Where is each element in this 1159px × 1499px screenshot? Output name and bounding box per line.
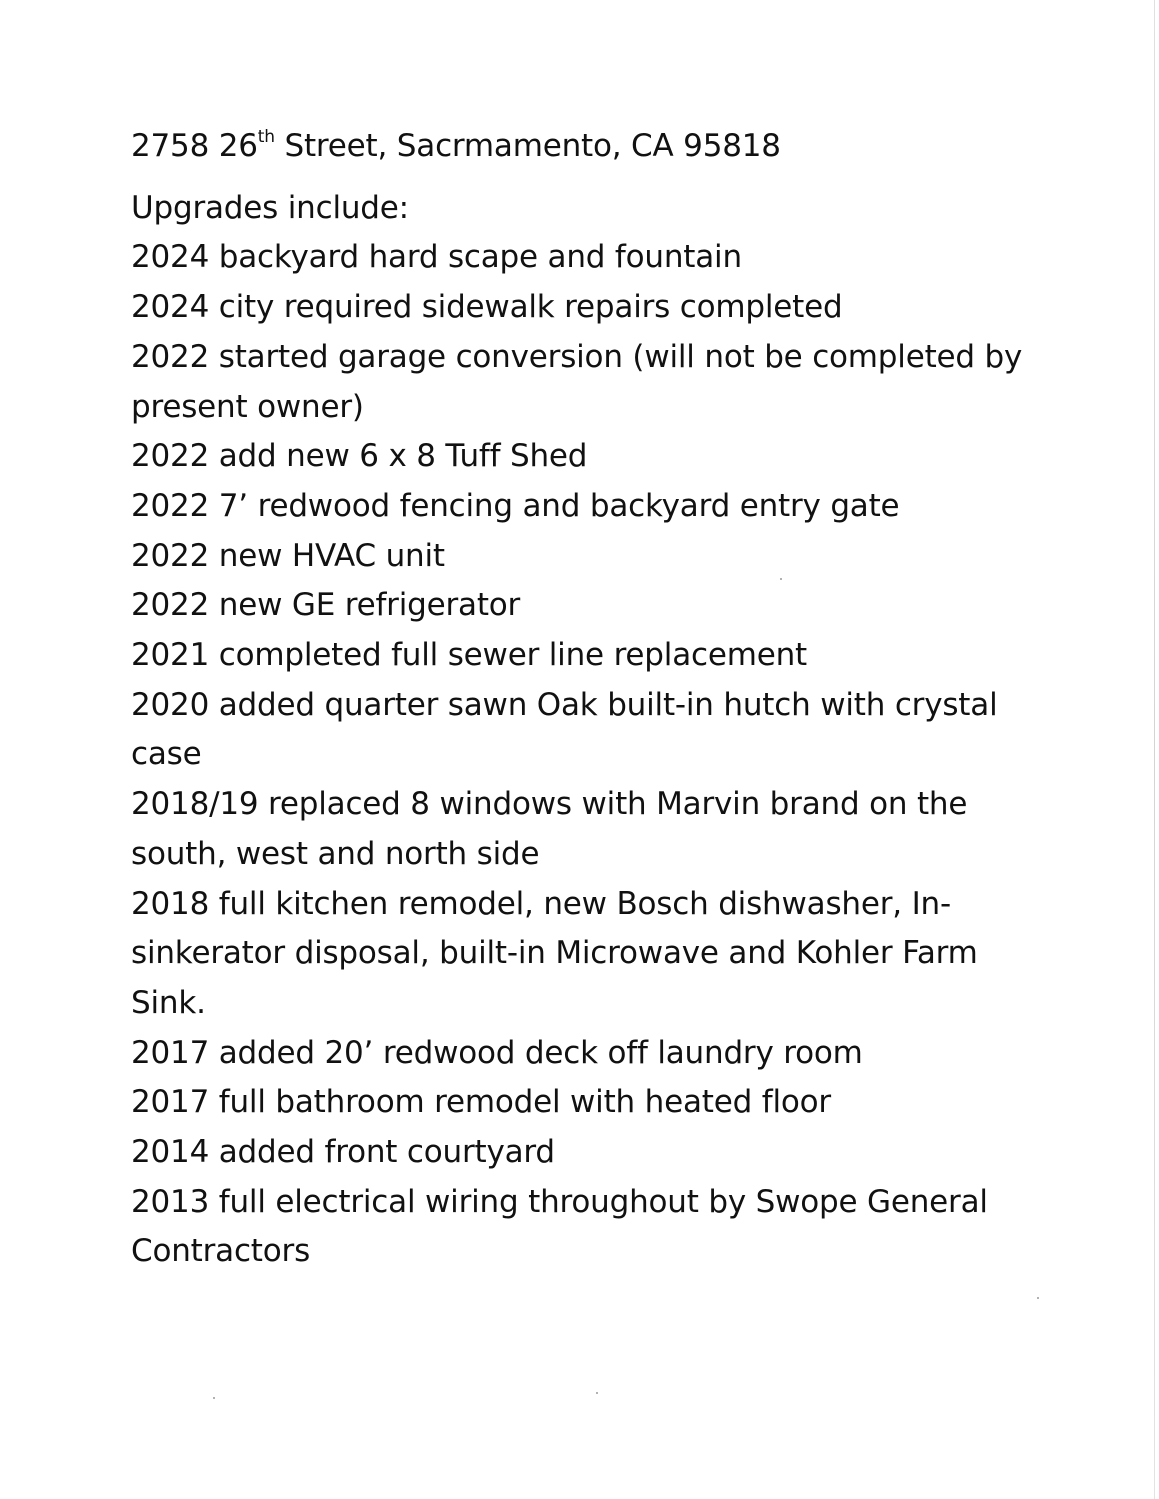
scan-edge-line xyxy=(1154,0,1155,1499)
address-ordinal-suffix: th xyxy=(257,126,275,147)
scan-speck xyxy=(780,578,782,580)
upgrade-item: 2022 new GE refrigerator xyxy=(131,587,521,624)
upgrade-item: 2017 added 20’ redwood deck off laundry room xyxy=(131,1034,863,1071)
upgrade-item: 2018 full kitchen remodel, new Bosch dishwasher, In-sinkerator disposal, built-in Microwave and Kohler Farm Sink. xyxy=(131,885,978,1021)
upgrade-item: 2022 7’ redwood fencing and backyard entry gate xyxy=(131,487,900,524)
upgrade-item: 2013 full electrical wiring throughout by Swope General Contractors xyxy=(131,1183,988,1270)
document-body xyxy=(131,122,1031,1277)
upgrades-list xyxy=(131,233,1031,1277)
upgrade-item: 2024 backyard hard scape and fountain xyxy=(131,239,742,276)
upgrades-heading: Upgrades include: xyxy=(131,189,409,226)
address-rest: Street, Sacrmamento, CA 95818 xyxy=(274,128,781,164)
address-number: 2758 26 xyxy=(131,128,258,164)
upgrade-item: 2017 full bathroom remodel with heated floor xyxy=(131,1084,831,1121)
property-address xyxy=(131,122,1031,172)
upgrade-item: 2014 added front courtyard xyxy=(131,1134,555,1171)
upgrade-item: 2018/19 replaced 8 windows with Marvin brand on the south, west and north side xyxy=(131,786,968,872)
upgrade-item: 2022 add new 6 x 8 Tuff Shed xyxy=(131,438,588,475)
upgrade-item: 2021 completed full sewer line replacement xyxy=(131,637,807,674)
scan-speck xyxy=(1037,1297,1039,1299)
upgrade-item: 2020 added quarter sawn Oak built-in hutch with crystal case xyxy=(131,686,998,773)
upgrade-item: 2024 city required sidewalk repairs completed xyxy=(131,289,843,326)
upgrade-item: 2022 new HVAC unit xyxy=(131,537,445,574)
scan-speck xyxy=(596,1392,598,1394)
upgrade-item: 2022 started garage conversion (will not be completed by present owner) xyxy=(131,338,1023,425)
scan-speck xyxy=(213,1397,215,1399)
